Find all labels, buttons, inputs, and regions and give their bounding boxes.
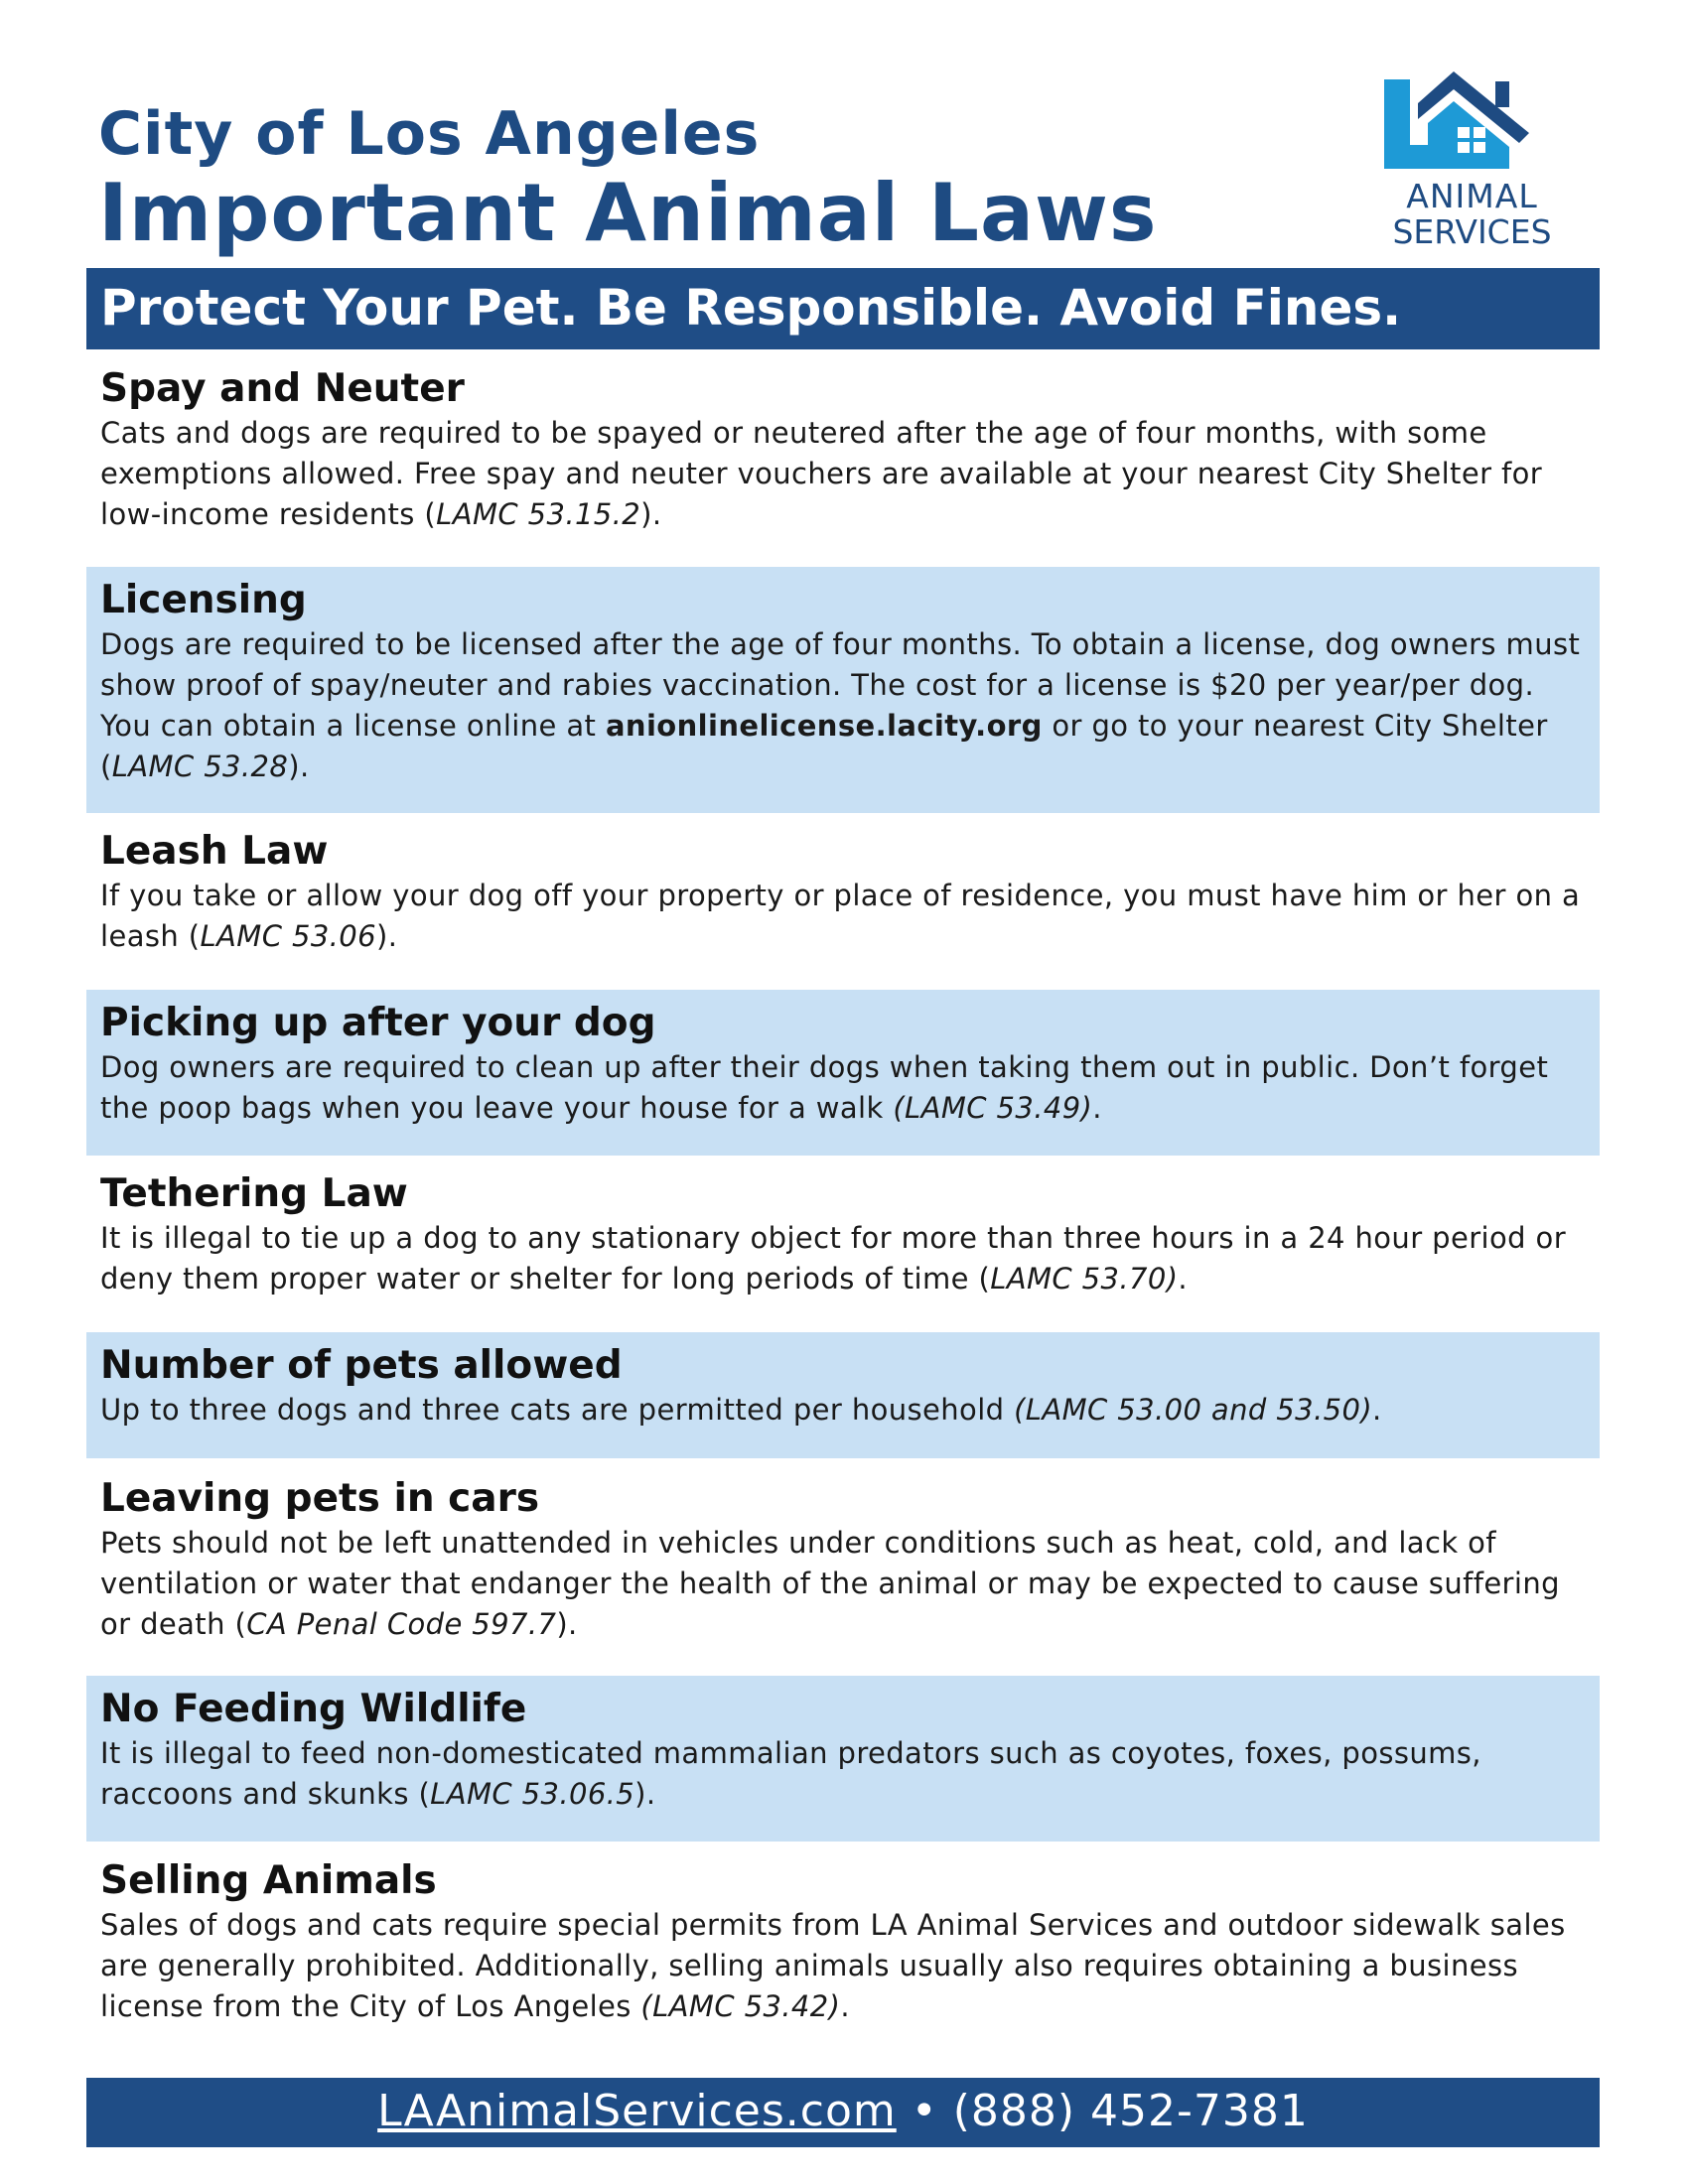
tagline-banner [86,268,1600,349]
section-body: It is illegal to tie up a dog to any stationary object for more than three hours in a 24 hour period or deny them proper water or shelter for long periods of time (LAMC 53.70). [100,1221,1567,1296]
tagline-text: Protect Your Pet. Be Responsible. Avoid Fines. [100,279,1402,337]
section-title: Picking up after your dog [100,1001,656,1045]
law-citation: (LAMC 53.42) [640,1989,841,2023]
phone-number[interactable]: (888) 452-7381 [952,2086,1309,2136]
law-citation: LAMC 53.15.2 [436,497,641,531]
section-body: If you take or allow your dog off your property or place of residence, you must have him or her on a leash (LAMC 53.06). [100,879,1581,953]
section-leash-law [86,828,1600,967]
section-title: Spay and Neuter [100,366,465,411]
section-title: Leaving pets in cars [100,1476,540,1521]
law-citation: LAMC 53.28 [111,750,289,783]
section-no-feeding-wildlife [86,1676,1600,1842]
section-body: Pets should not be left unattended in vehicles under conditions such as heat, cold, and lack of ventilation or water that endanger the health of the animal or may be expected to cause suffering or death (CA Penal Code 597.7). [100,1526,1560,1641]
section-body: Sales of dogs and cats require special permits from LA Animal Services and outdoor sidewalk sales are generally prohibited. Additionally, selling animals usually also requires obtaining a business license from the City of Los Angeles (LAMC 53.42). [100,1908,1566,2023]
section-title: Tethering Law [100,1171,408,1216]
section-number-of-pets [86,1332,1600,1458]
logo-text-animal: ANIMAL [1406,177,1538,215]
section-title: Number of pets allowed [100,1343,623,1388]
law-citation: LAMC 53.06 [200,919,377,953]
section-title: No Feeding Wildlife [100,1687,527,1731]
law-citation: (LAMC 53.00 and 53.50) [1014,1393,1373,1427]
law-citation: CA Penal Code 597.7 [246,1607,557,1641]
section-spay-neuter [86,365,1600,544]
la-animal-services-logo [1370,68,1574,256]
law-citation: (LAMC 53.49) [893,1091,1093,1125]
section-body: Dogs are required to be licensed after the age of four months. To obtain a license, dog owners must show proof of spay/neuter and rabies vaccination. The cost for a license is $20 per year/per dog. You can obtain a license online at anionlinelicense.lacity.org or go to your nearest City Shelter (LAMC 53.28). [100,627,1581,783]
page-title-main: Important Animal Laws [98,167,1158,259]
logo-text-services: SERVICES [1392,212,1552,251]
footer-bar [86,2078,1600,2147]
section-picking-up [86,990,1600,1156]
footer-contact [377,2084,1309,2139]
section-body: Up to three dogs and three cats are permitted per household (LAMC 53.00 and 53.50). [100,1393,1382,1427]
license-link[interactable]: anionlinelicense.lacity.org [605,709,1043,743]
section-licensing [86,567,1600,813]
section-tethering-law [86,1170,1600,1309]
section-title: Leash Law [100,829,329,874]
section-body: Dog owners are required to clean up after their dogs when taking them out in public. Don’t forget the poop bags when you leave your house for a walk (LAMC 53.49). [100,1050,1549,1125]
section-title: Licensing [100,578,307,622]
house-icon [1370,68,1574,179]
law-citation: LAMC 53.70) [990,1262,1179,1296]
section-body: It is illegal to feed non-domesticated mammalian predators such as coyotes, foxes, possums, raccoons and skunks (LAMC 53.06.5). [100,1736,1481,1811]
law-citation: LAMC 53.06.5 [430,1777,635,1811]
section-body: Cats and dogs are required to be spayed or neutered after the age of four months, with some exemptions allowed. Free spay and neuter vouchers are available at your nearest City Shelter for low-income residents (LAMC 53.15.2). [100,416,1543,531]
footer-separator: • [911,2086,938,2136]
page-title-city: City of Los Angeles [98,99,761,169]
website-link[interactable]: LAAnimalServices.com [377,2086,897,2136]
section-pets-in-cars [86,1475,1600,1654]
section-title: Selling Animals [100,1858,437,1903]
section-selling-animals [86,1857,1600,2036]
